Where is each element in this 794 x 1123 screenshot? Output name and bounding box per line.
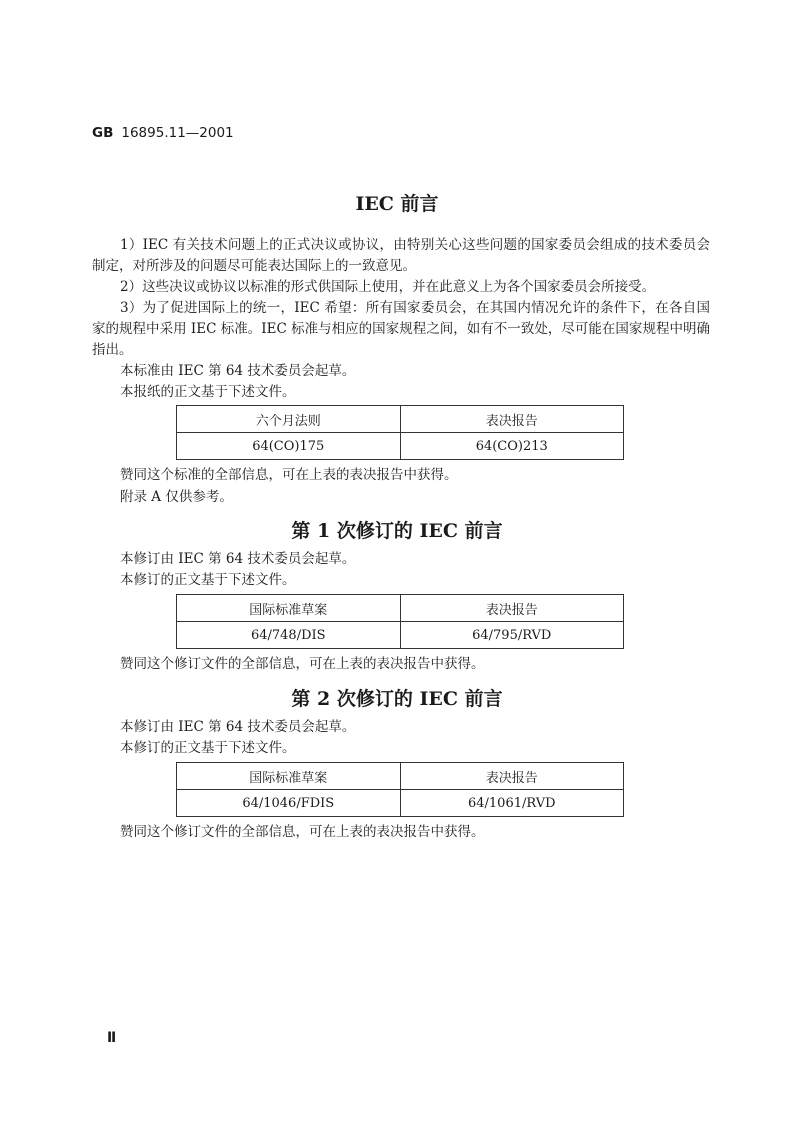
table-row	[177, 790, 624, 817]
amendment-1-line-based-on: 本修订的正文基于下述文件。	[120, 572, 296, 588]
standard-number: 16895.11—2001	[121, 125, 234, 141]
table-row	[177, 622, 624, 649]
amendment-1-title: 第 1 次修订的 IEC 前言	[291, 520, 503, 542]
table-header-row	[177, 763, 624, 790]
foreword-line-based-on: 本报纸的正文基于下述文件。	[120, 384, 296, 400]
table-header-row	[177, 595, 624, 622]
table-cell: 64/1046/FDIS	[177, 790, 401, 817]
foreword-paragraph-3: 3）为了促进国际上的统一，IEC 希望：所有国家委员会，在其国内情况允许的条件下，在各自国家的规程中采用 IEC 标准。IEC 标准与相应的国家规程之间，如有不一致处，尽可能在国家规程中明确指出。	[92, 300, 710, 358]
table-cell: 64/748/DIS	[177, 622, 401, 649]
amendment-1-line-voting: 赞同这个修订文件的全部信息，可在上表的表决报告中获得。	[120, 656, 485, 672]
amendment-2-line-drafted: 本修订由 IEC 第 64 技术委员会起草。	[120, 719, 356, 735]
foreword-paragraph-1: 1）IEC 有关技术问题上的正式决议或协议，由特别关心这些问题的国家委员会组成的技术委员会制定，对所涉及的问题尽可能表达国际上的一致意见。	[92, 237, 710, 274]
table-header-cell: 表决报告	[400, 406, 624, 433]
table-header-cell: 国际标准草案	[177, 595, 401, 622]
foreword-document-table	[176, 405, 624, 460]
table-header-cell: 六个月法则	[177, 406, 401, 433]
page-number: Ⅱ	[107, 1030, 117, 1046]
table-header-cell: 国际标准草案	[177, 763, 401, 790]
gb-label: GB	[92, 125, 114, 141]
table-cell: 64(CO)213	[400, 433, 624, 460]
amendment-1-document-table	[176, 594, 624, 649]
amendment-2-line-based-on: 本修订的正文基于下述文件。	[120, 740, 296, 756]
table-row	[177, 433, 624, 460]
foreword-line-drafted: 本标准由 IEC 第 64 技术委员会起草。	[120, 363, 356, 379]
table-header-cell: 表决报告	[400, 763, 624, 790]
table-cell: 64/795/RVD	[400, 622, 624, 649]
foreword-paragraph-2: 2）这些决议或协议以标准的形式供国际上使用，并在此意义上为各个国家委员会所接受。	[120, 279, 656, 295]
foreword-title: IEC 前言	[355, 193, 439, 215]
table-header-cell: 表决报告	[400, 595, 624, 622]
amendment-2-title: 第 2 次修订的 IEC 前言	[291, 688, 503, 710]
amendment-2-document-table	[176, 762, 624, 817]
table-header-row	[177, 406, 624, 433]
document-header	[92, 125, 234, 141]
table-cell: 64(CO)175	[177, 433, 401, 460]
foreword-line-annex: 附录 A 仅供参考。	[120, 489, 233, 505]
foreword-line-voting: 赞同这个标准的全部信息，可在上表的表决报告中获得。	[120, 467, 458, 483]
amendment-1-line-drafted: 本修订由 IEC 第 64 技术委员会起草。	[120, 551, 356, 567]
table-cell: 64/1061/RVD	[400, 790, 624, 817]
amendment-2-line-voting: 赞同这个修订文件的全部信息，可在上表的表决报告中获得。	[120, 824, 485, 840]
